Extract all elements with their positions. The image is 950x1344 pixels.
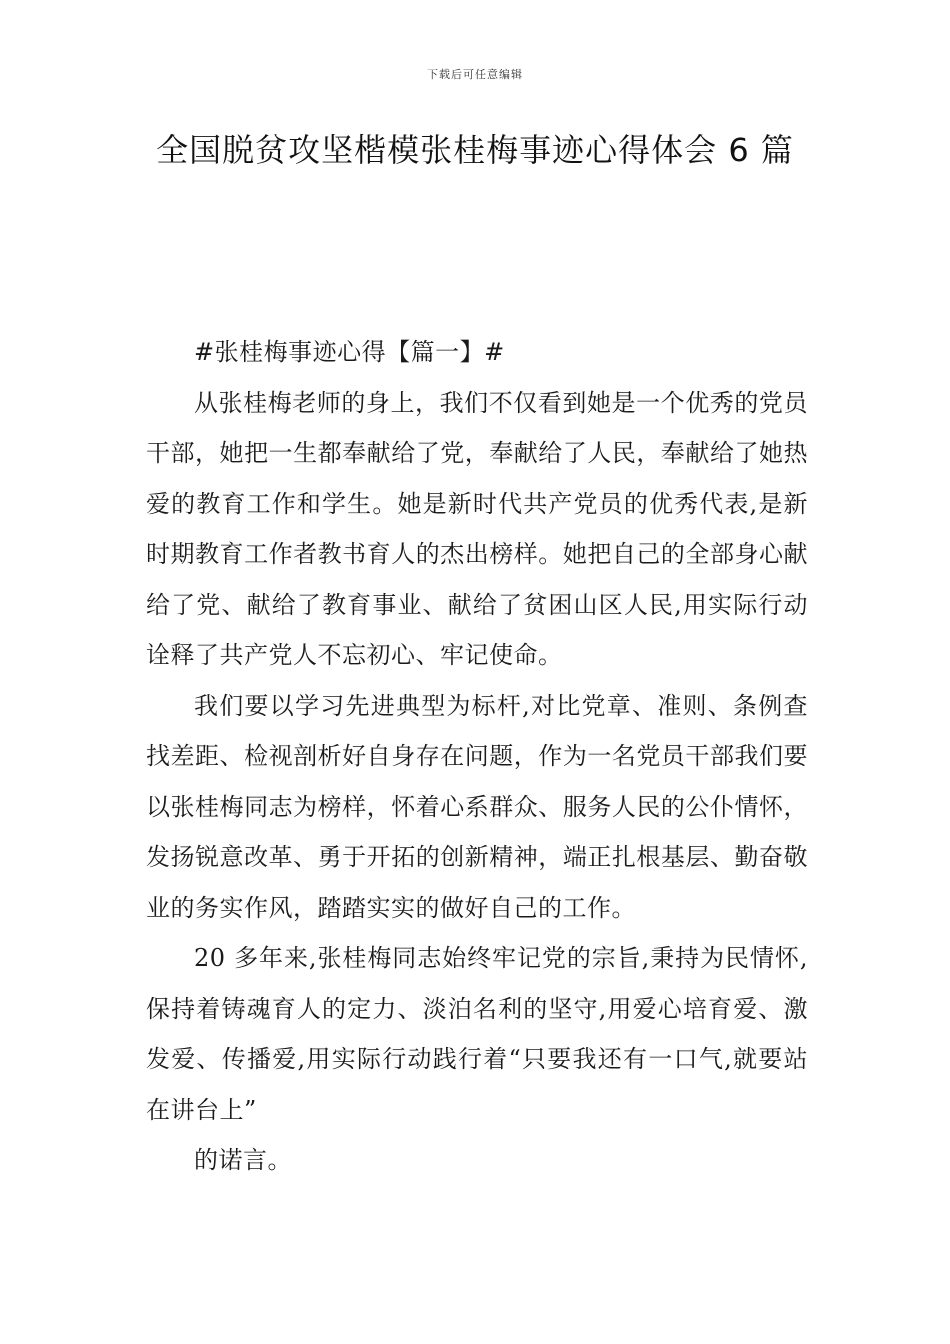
paragraph: 从张桂梅老师的身上，我们不仅看到她是一个优秀的党员干部，她把一生都奉献给了党，奉献给了人民，奉献给了她热爱的教育工作和学生。她是新时代共产党员的优秀代表,是新时期教育工作者教书育人的杰出榜样。她把自己的全部身心献给了党、献给了教育事业、献给了贫困山区人民,用实际行动诠释了共产党人不忘初心、牢记使命。	[146, 388, 808, 669]
paragraph: 20 多年来,张桂梅同志始终牢记党的宗旨,秉持为民情怀,保持着铸魂育人的定力、淡泊名利的坚守,用爱心培育爱、激发爱、传播爱,用实际行动践行着“只要我还有一口气,就要站在讲台上”	[146, 944, 808, 1124]
paragraph: 我们要以学习先进典型为标杆,对比党章、准则、条例查找差距、检视剖析好自身存在问题，作为一名党员干部我们要以张桂梅同志为榜样，怀着心系群众、服务人民的公仆情怀，发扬锐意改革、勇于开拓的创新精神，端正扎根基层、勤奋敬业的务实作风，踏踏实实的做好自己的工作。	[146, 691, 808, 922]
section-heading: #张桂梅事迹心得【篇一】#	[194, 338, 505, 366]
document-body	[146, 327, 808, 1186]
paragraph: 的诺言。	[194, 1146, 292, 1174]
document-title: 全国脱贫攻坚楷模张桂梅事迹心得体会 6 篇	[156, 131, 794, 169]
header-note: 下载后可任意编辑	[427, 68, 523, 81]
